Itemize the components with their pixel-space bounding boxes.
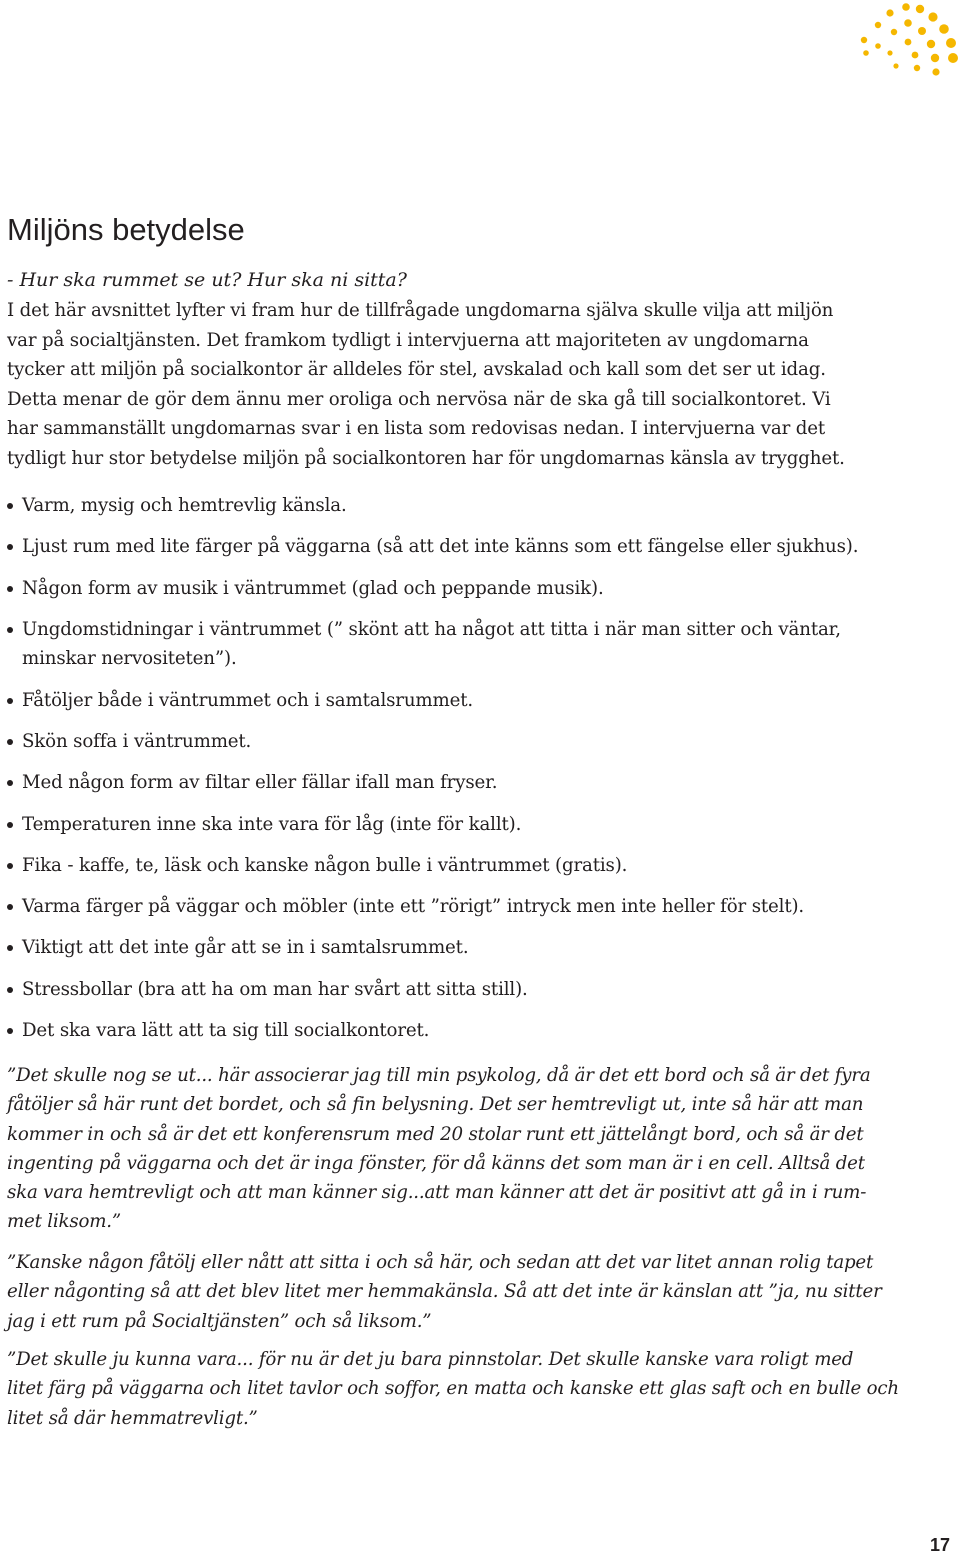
quote-line: ”Det skulle nog se ut... här associerar jag till min psykolog, då är det ett bord och så är det fyra xyxy=(7,1065,871,1086)
section-heading: Miljöns betydelse xyxy=(7,212,245,247)
quote-line: fåtöljer så här runt det bordet, och så fin belysning. Det ser hemtrevligt ut, inte så här att man xyxy=(7,1094,864,1116)
quote-line: met liksom.” xyxy=(7,1211,121,1233)
interview-quote xyxy=(7,1061,947,1237)
quote-line: ”Det skulle ju kunna vara... för nu är det ju bara pinnstolar. Det skulle kanske vara roligt med xyxy=(7,1349,854,1370)
list-item-text: Skön soffa i väntrummet. xyxy=(22,730,252,752)
dots-logo-icon xyxy=(850,0,960,80)
list-item-text: Fika - kaffe, te, läsk och kanske någon bulle i väntrummet (gratis). xyxy=(22,854,628,876)
quote-line: ska vara hemtrevligt och att man känner sig...att man känner att det är positivt att gå in i rum- xyxy=(7,1182,867,1204)
intro-line: var på socialtjänsten. Det framkom tydligt i intervjuerna att majoriteten av ungdomarna xyxy=(7,329,809,351)
list-item xyxy=(7,532,947,562)
quote-line: eller någonting så att det blev litet mer hemmakänsla. Så att det inte är känslan att ”ja, nu sitter xyxy=(7,1281,882,1303)
list-item-text: Ljust rum med lite färger på väggarna (så att det inte känns som ett fängelse eller sjukhus). xyxy=(22,536,859,558)
quote-line: litet färg på väggarna och litet tavlor och soffor, en matta och kanske ett glas saft och en bulle och xyxy=(7,1378,899,1400)
quote-line: litet så där hemmatrevligt.” xyxy=(7,1407,258,1429)
bullet-icon xyxy=(7,698,13,704)
list-item-text: Temperaturen inne ska inte vara för låg (inte för kallt). xyxy=(22,813,522,835)
list-item-text: Stressbollar (bra att ha om man har svårt att sitta still). xyxy=(22,978,528,1000)
list-item xyxy=(7,574,947,604)
bullet-icon xyxy=(7,863,13,869)
intro-paragraph xyxy=(7,296,947,473)
page-number: 17 xyxy=(930,1535,951,1555)
section-subtitle: - Hur ska rummet se ut? Hur ska ni sitta? xyxy=(7,269,407,291)
list-item xyxy=(7,851,947,881)
intro-line: tydligt hur stor betydelse miljön på socialkontoren har för ungdomarnas känsla av trygghet. xyxy=(7,447,845,469)
bullet-list xyxy=(7,491,947,1057)
intro-line: I det här avsnittet lyfter vi fram hur de tillfrågade ungdomarna själva skulle vilja att miljön xyxy=(7,300,834,321)
list-item-text: Ungdomstidningar i väntrummet (” skönt att ha något att titta i när man sitter och väntar, xyxy=(22,618,841,640)
list-item xyxy=(7,975,947,1005)
bullet-icon xyxy=(7,739,13,745)
list-item xyxy=(7,686,947,716)
list-item-text: Viktigt att det inte går att se in i samtalsrummet. xyxy=(22,937,469,959)
list-item xyxy=(7,892,947,922)
list-item xyxy=(7,933,947,963)
interview-quote xyxy=(7,1345,947,1433)
list-item-text: Varm, mysig och hemtrevlig känsla. xyxy=(22,495,347,516)
list-item xyxy=(7,768,947,798)
quote-line: ingenting på väggarna och det är inga fönster, för då känns det som man är i en cell. Alltså det xyxy=(7,1152,865,1174)
bullet-icon xyxy=(7,987,13,993)
list-item-text: Någon form av musik i väntrummet (glad och peppande musik). xyxy=(22,577,604,599)
quote-line: ”Kanske någon fåtölj eller nått att sitta i och så här, och sedan att det var litet annan rolig tapet xyxy=(7,1252,874,1273)
list-item-text: Med någon form av filtar eller fällar ifall man fryser. xyxy=(22,772,498,794)
list-item xyxy=(7,1016,947,1046)
intro-line: har sammanställt ungdomarnas svar i en lista som redovisas nedan. I intervjuerna var det xyxy=(7,418,826,439)
bullet-icon xyxy=(7,627,13,633)
list-item xyxy=(7,810,947,840)
bullet-icon xyxy=(7,586,13,592)
bullet-icon xyxy=(7,503,13,509)
quote-line: jag i ett rum på Socialtjänsten” och så liksom.” xyxy=(7,1310,432,1332)
list-item-text: Varma färger på väggar och möbler (inte ett ”rörigt” intryck men inte heller för stelt). xyxy=(22,896,805,918)
bullet-icon xyxy=(7,822,13,828)
list-item xyxy=(7,727,947,757)
list-item-text: minskar nervositeten”). xyxy=(22,648,237,670)
list-item xyxy=(7,491,947,521)
quote-line: kommer in och så är det ett konferensrum med 20 stolar runt ett jättelångt bord, och så är det xyxy=(7,1123,864,1145)
intro-line: tycker att miljön på socialkontor är alldeles för stel, avskalad och kall som det ser ut idag. xyxy=(7,359,826,380)
intro-line: Detta menar de gör dem ännu mer oroliga och nervösa när de ska gå till socialkontoret. Vi xyxy=(7,388,831,410)
list-item-text: Det ska vara lätt att ta sig till socialkontoret. xyxy=(22,1020,430,1042)
list-item-text: Fåtöljer både i väntrummet och i samtalsrummet. xyxy=(22,689,474,711)
interview-quote xyxy=(7,1248,947,1336)
list-item xyxy=(7,615,947,674)
